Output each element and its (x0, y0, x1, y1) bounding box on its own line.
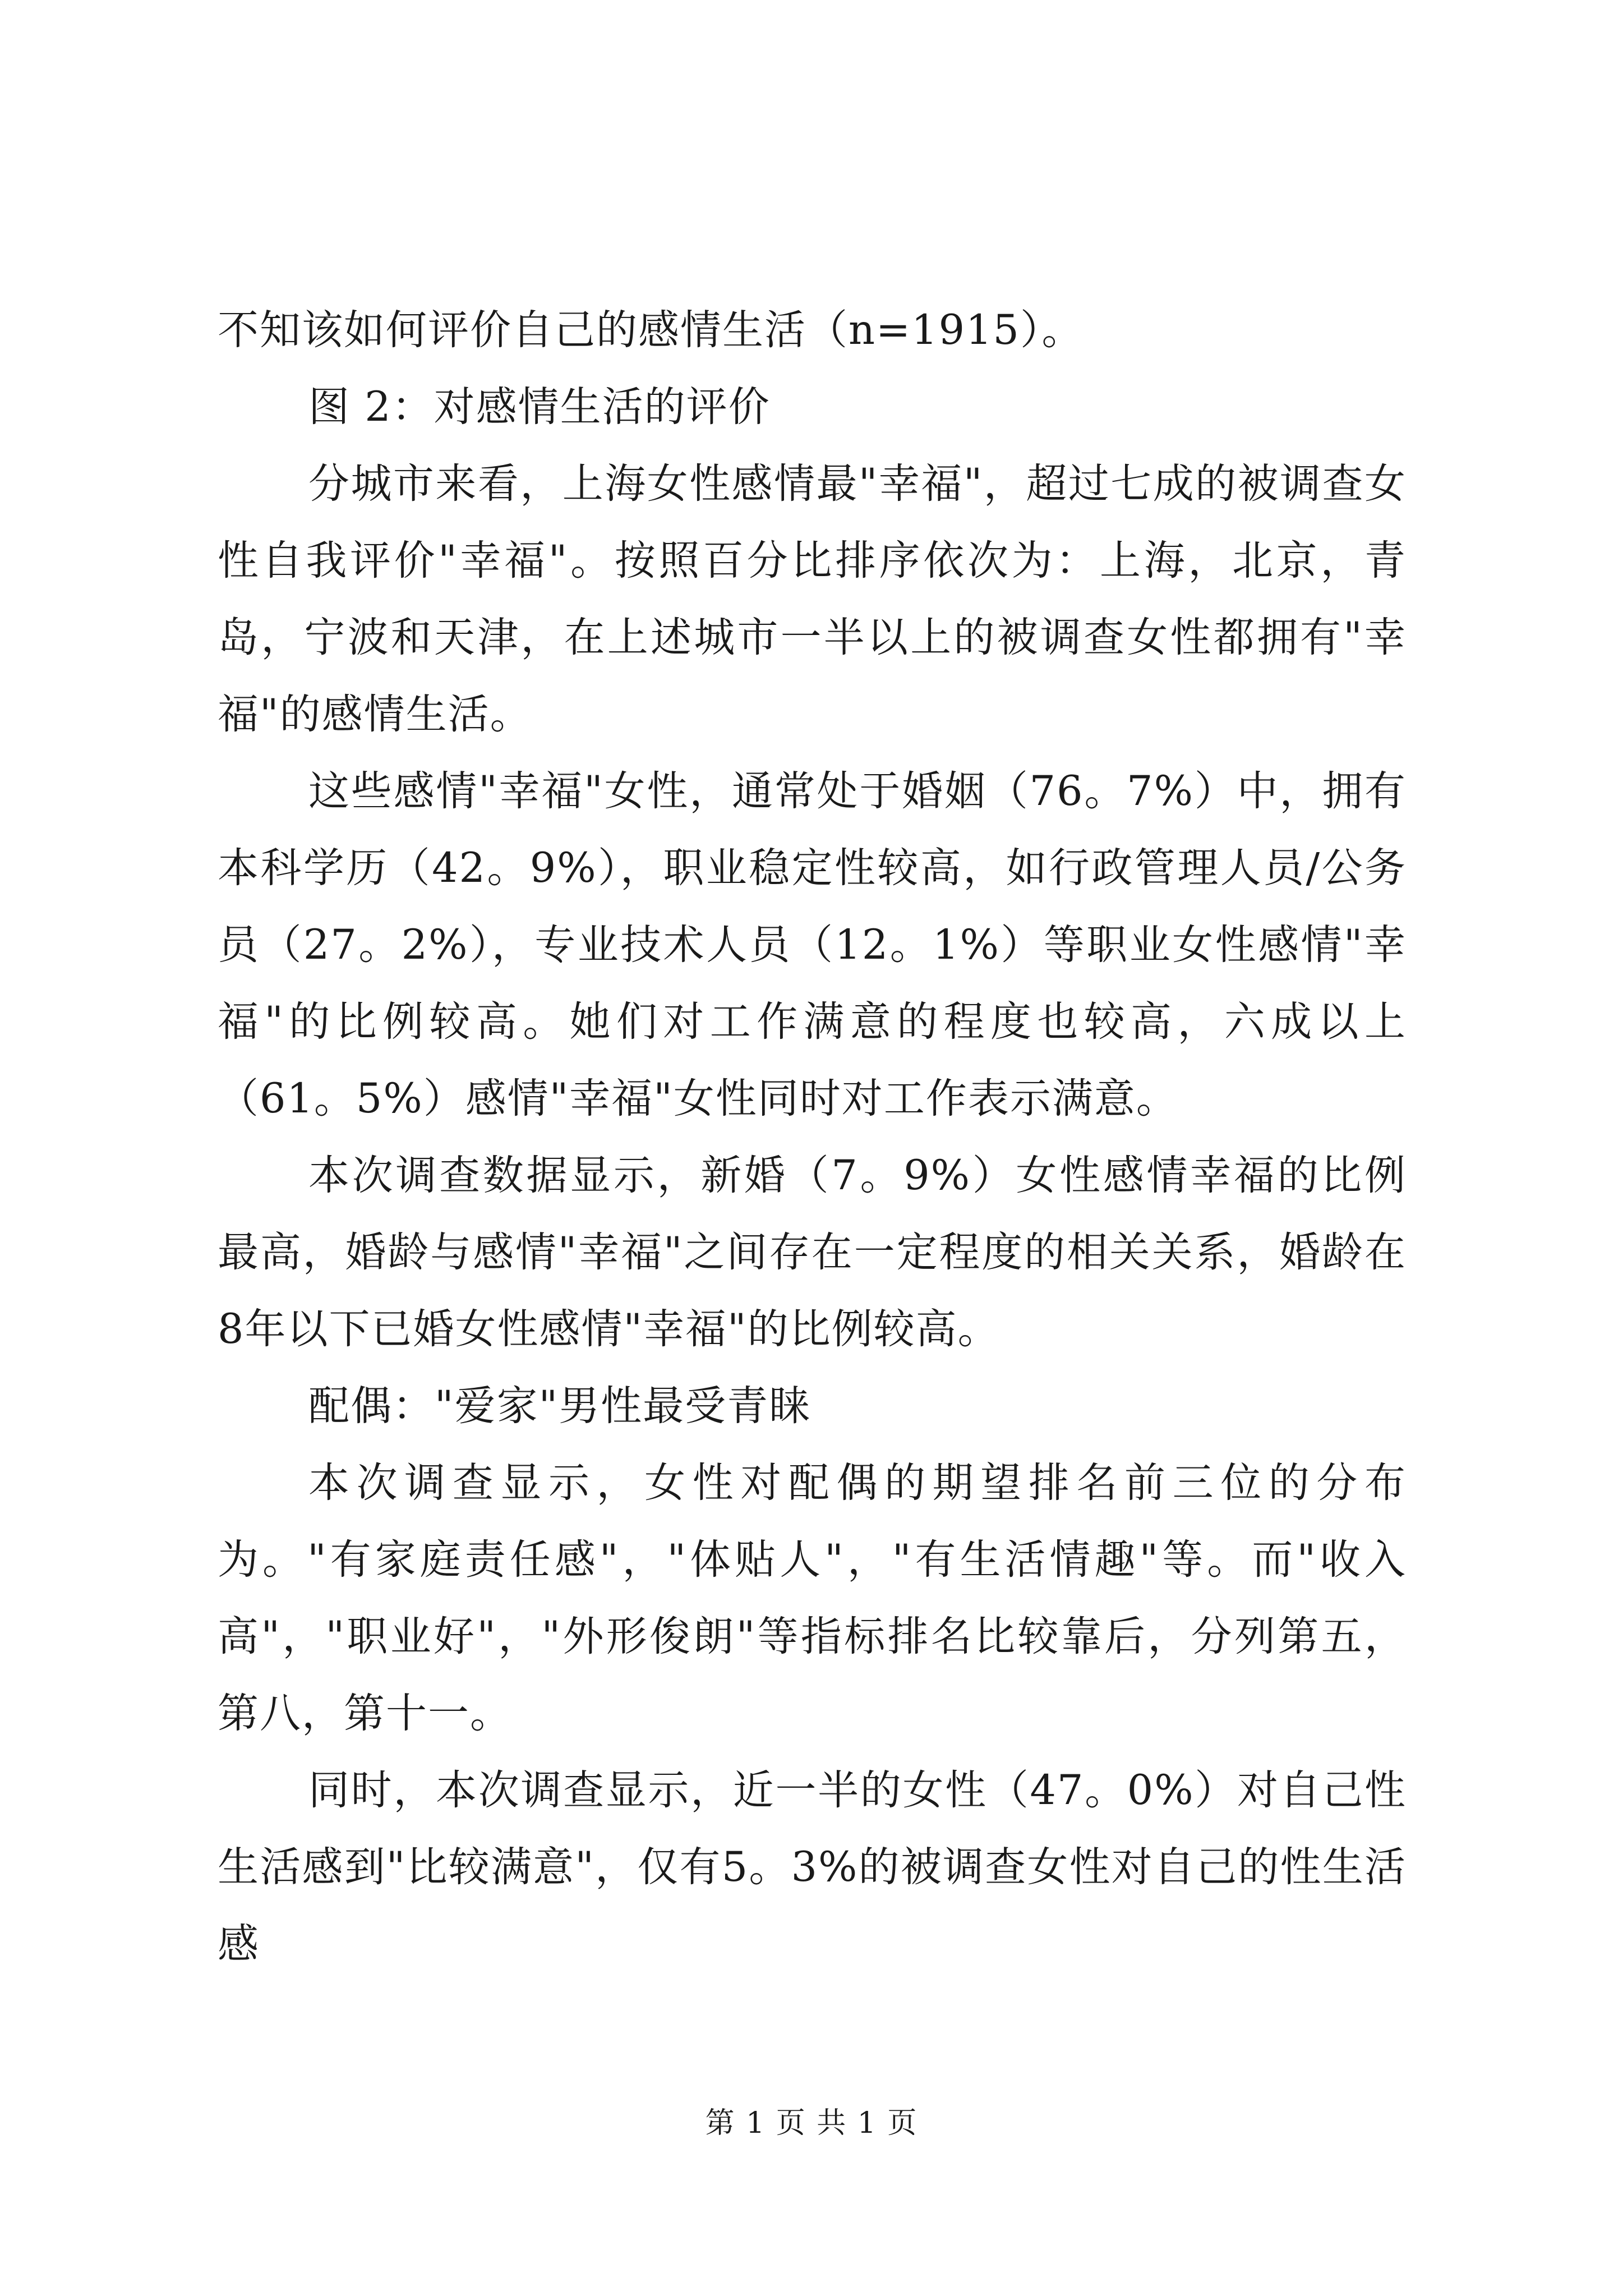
paragraph: 本次调查显示，女性对配偶的期望排名前三位的分布为。"有家庭责任感"，"体贴人"，"有生活情趣"等。而"收入高"，"职业好"，"外形俊朗"等指标排名比较靠后，分列第五，第八，第十一。 (218, 1459, 1407, 1737)
figure-caption: 图 2：对感情生活的评价 (308, 383, 771, 431)
paragraph: 本次调查数据显示，新婚（7。9%）女性感情幸福的比例最高，婚龄与感情"幸福"之间存在一定程度的相关关系，婚龄在8年以下已婚女性感情"幸福"的比例较高。 (218, 1152, 1407, 1353)
paragraph-continuation: 不知该如何评价自己的感情生活（n=1915）。 (218, 306, 1084, 354)
paragraph: 同时，本次调查显示，近一半的女性（47。0%）对自己性生活感到"比较满意"，仅有5。3%的被调查女性对自己的性生活感 (218, 1766, 1407, 1968)
document-body (218, 292, 1407, 1982)
page-footer: 第 1 页 共 1 页 (705, 2106, 918, 2140)
section-heading: 配偶："爱家"男性最受青睐 (308, 1382, 811, 1430)
paragraph: 这些感情"幸福"女性，通常处于婚姻（76。7%）中，拥有本科学历（42。9%），职业稳定性较高，如行政管理人员/公务员（27。2%），专业技术人员（12。1%）等职业女性感情"幸福"的比例较高。她们对工作满意的程度也较高，六成以上（61。5%）感情"幸福"女性同时对工作表示满意。 (218, 767, 1407, 1122)
paragraph: 分城市来看，上海女性感情最"幸福"，超过七成的被调查女性自我评价"幸福"。按照百分比排序依次为：上海，北京，青岛，宁波和天津，在上述城市一半以上的被调查女性都拥有"幸福"的感情生活。 (218, 460, 1407, 738)
